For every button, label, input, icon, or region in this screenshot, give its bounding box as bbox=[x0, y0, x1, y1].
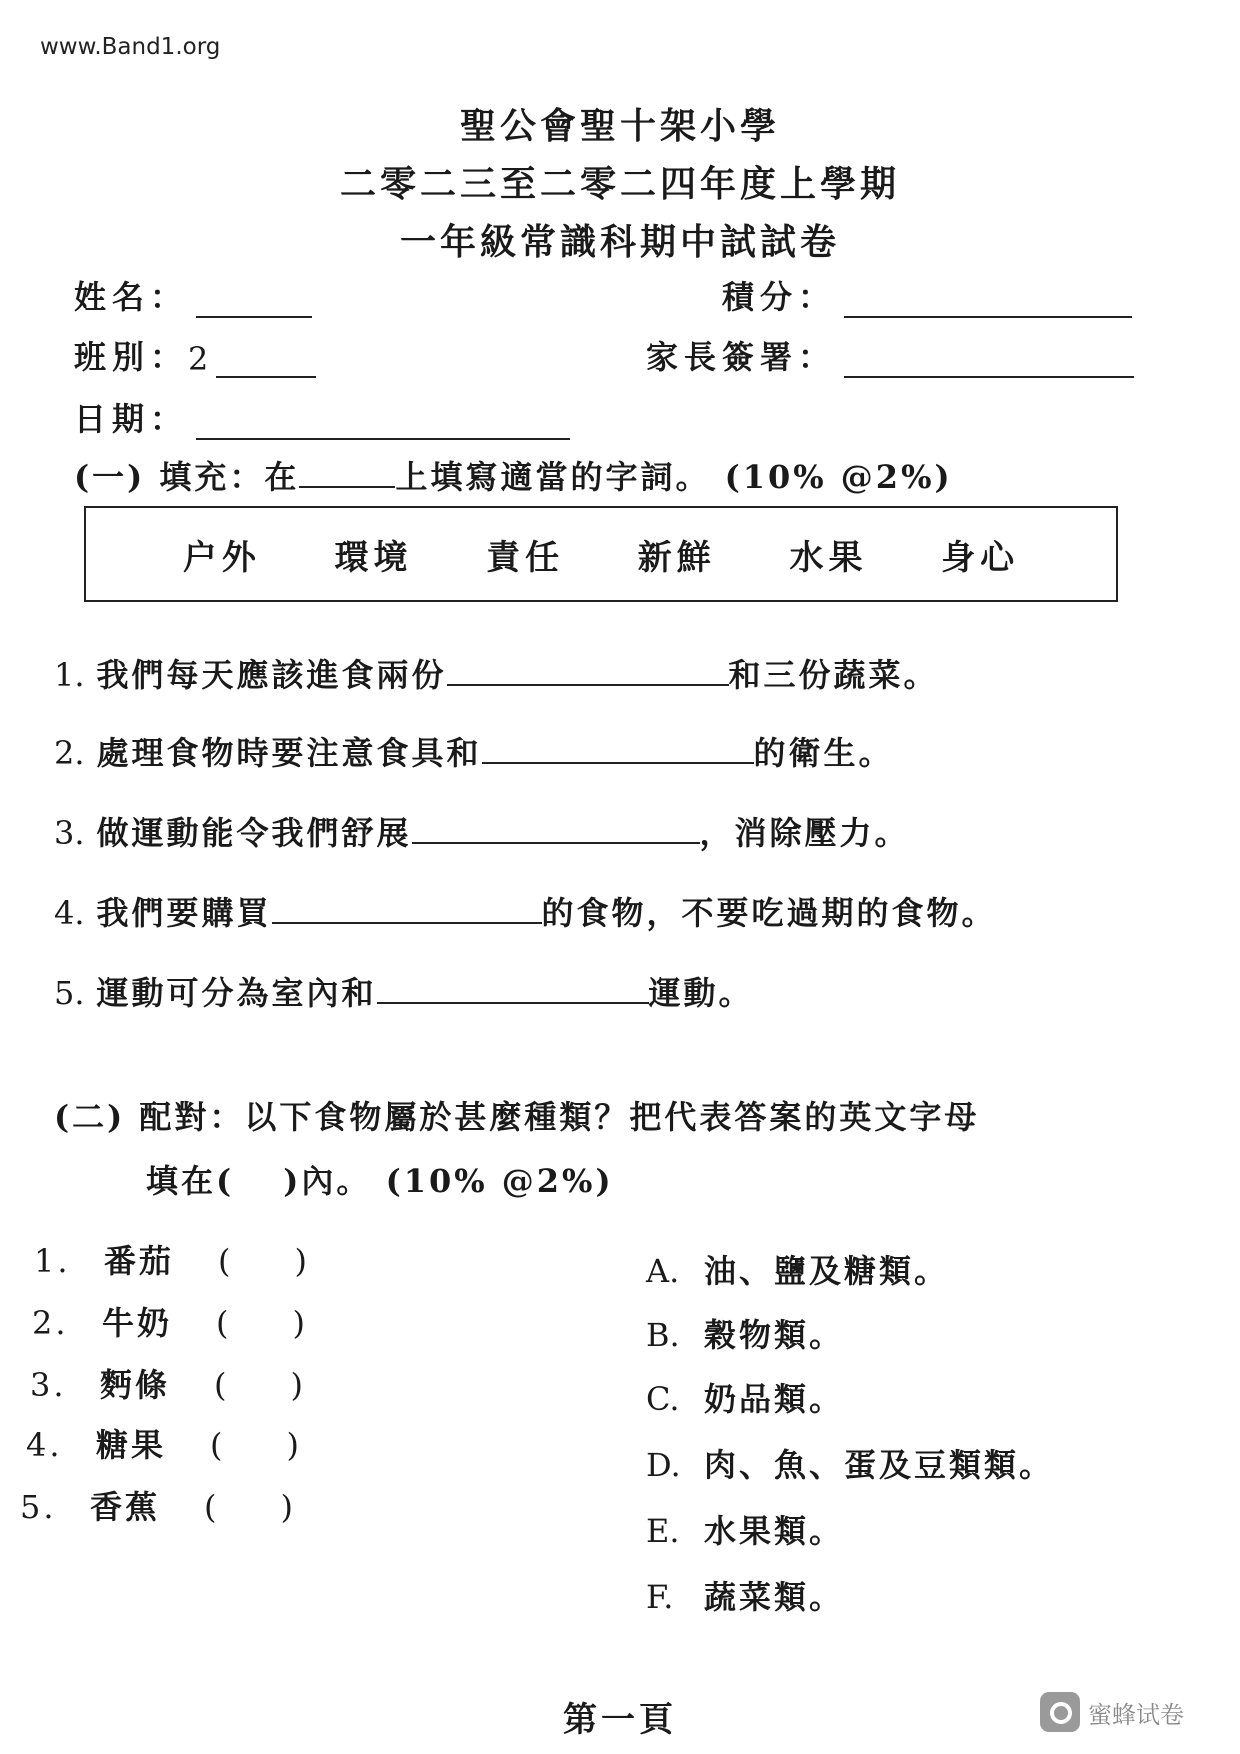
word-bank-item: 水果 bbox=[789, 537, 868, 578]
option-letter: A. bbox=[646, 1252, 680, 1290]
watermark bbox=[1040, 1692, 1184, 1732]
question-number: 2. bbox=[54, 734, 85, 772]
answer-blank[interactable] bbox=[412, 812, 700, 844]
match-food-3 bbox=[30, 1360, 303, 1406]
school-name: 聖公會聖十架小學 bbox=[459, 105, 780, 147]
source-url: www.Band1.org bbox=[40, 34, 221, 60]
word-bank bbox=[84, 506, 1118, 602]
fill-question-1 bbox=[54, 650, 939, 696]
watermark-text: 蜜蜂试卷 bbox=[1088, 1700, 1184, 1729]
match-option-e bbox=[646, 1506, 844, 1552]
match-food-5 bbox=[20, 1482, 293, 1528]
answer-parentheses[interactable]: ( ) bbox=[210, 1426, 299, 1464]
word-bank-item: 身心 bbox=[941, 537, 1020, 578]
match-food-1 bbox=[34, 1236, 307, 1282]
word-bank-item: 責任 bbox=[486, 537, 565, 578]
section1-title-blank bbox=[299, 456, 395, 488]
match-option-f bbox=[646, 1572, 844, 1618]
class-value: 2 bbox=[188, 340, 209, 378]
score-label: 積分： bbox=[722, 278, 837, 316]
option-letter: C. bbox=[646, 1380, 680, 1418]
option-text: 奶品類。 bbox=[704, 1380, 845, 1418]
fill-question-2 bbox=[54, 728, 894, 774]
section1-title-suffix: 上填寫適當的字詞。 (10% @2%) bbox=[395, 458, 953, 496]
match-option-d bbox=[646, 1440, 1054, 1486]
class-line[interactable] bbox=[216, 342, 316, 378]
fill-question-3 bbox=[54, 808, 910, 854]
option-letter: D. bbox=[646, 1446, 681, 1484]
question-number: 3. bbox=[54, 814, 85, 852]
answer-parentheses[interactable]: ( ) bbox=[214, 1366, 303, 1404]
name-field bbox=[74, 272, 312, 318]
question-text-after: 和三份蔬菜。 bbox=[728, 656, 939, 694]
class-field bbox=[74, 332, 316, 378]
exam-title: 一年級常識科期中試試卷 bbox=[399, 221, 840, 263]
food-name: 香蕉 bbox=[90, 1488, 161, 1526]
option-letter: E. bbox=[646, 1512, 680, 1550]
section1-title-prefix: (一) 填充：在 bbox=[74, 458, 300, 496]
answer-blank[interactable] bbox=[272, 892, 542, 924]
answer-parentheses[interactable]: ( ) bbox=[204, 1488, 293, 1526]
signature-field bbox=[646, 332, 1134, 378]
answer-blank[interactable] bbox=[482, 732, 754, 764]
fill-question-4 bbox=[54, 888, 997, 934]
page-number: 第一頁 bbox=[563, 1700, 677, 1740]
question-text-before: 我們每天應該進食兩份 bbox=[96, 656, 447, 694]
option-letter: B. bbox=[646, 1316, 680, 1354]
food-name: 麪條 bbox=[100, 1366, 171, 1404]
section1-title bbox=[74, 452, 953, 498]
match-food-4 bbox=[26, 1420, 299, 1466]
question-text-after: ，消除壓力。 bbox=[699, 814, 910, 852]
score-field bbox=[722, 272, 1132, 318]
date-field bbox=[74, 394, 570, 440]
answer-blank[interactable] bbox=[377, 972, 649, 1004]
question-text-after: 的食物，不要吃過期的食物。 bbox=[541, 894, 997, 932]
question-number: 1. bbox=[54, 656, 85, 694]
option-text: 肉、魚、蛋及豆類類。 bbox=[704, 1446, 1055, 1484]
answer-blank[interactable] bbox=[447, 654, 729, 686]
food-name: 糖果 bbox=[96, 1426, 167, 1464]
food-number: 2. bbox=[32, 1304, 69, 1342]
food-number: 4. bbox=[26, 1426, 63, 1464]
question-text-before: 運動可分為室內和 bbox=[96, 974, 377, 1012]
option-text: 穀物類。 bbox=[704, 1316, 845, 1354]
word-bank-item: 環境 bbox=[334, 537, 413, 578]
signature-label: 家長簽署： bbox=[646, 338, 837, 376]
question-text-before: 做運動能令我們舒展 bbox=[96, 814, 412, 852]
watermark-logo-icon bbox=[1040, 1692, 1080, 1732]
food-number: 3. bbox=[30, 1366, 67, 1404]
name-label: 姓名： bbox=[74, 278, 189, 316]
question-text-after: 的衛生。 bbox=[753, 734, 894, 772]
name-line[interactable] bbox=[196, 282, 312, 318]
food-number: 5. bbox=[20, 1488, 57, 1526]
match-option-a bbox=[646, 1246, 949, 1292]
section2-title: (二) 配對：以下食物屬於甚麼種類？把代表答案的英文字母 bbox=[54, 1098, 980, 1136]
option-text: 蔬菜類。 bbox=[704, 1578, 845, 1616]
match-option-c bbox=[646, 1374, 844, 1420]
food-name: 番茄 bbox=[104, 1242, 175, 1280]
food-name: 牛奶 bbox=[102, 1304, 173, 1342]
signature-line[interactable] bbox=[844, 342, 1134, 378]
option-letter: F. bbox=[646, 1578, 674, 1616]
match-option-b bbox=[646, 1310, 844, 1356]
word-bank-item: 新鮮 bbox=[637, 537, 716, 578]
question-number: 4. bbox=[54, 894, 85, 932]
question-text-before: 我們要購買 bbox=[96, 894, 272, 932]
score-line[interactable] bbox=[844, 282, 1132, 318]
answer-parentheses[interactable]: ( ) bbox=[218, 1242, 307, 1280]
option-text: 水果類。 bbox=[704, 1512, 845, 1550]
food-number: 1. bbox=[34, 1242, 71, 1280]
question-text-after: 運動。 bbox=[648, 974, 754, 1012]
date-label: 日期： bbox=[74, 400, 189, 438]
section2-title-line2: 填在( )內。 (10% @2%) bbox=[146, 1162, 614, 1200]
question-number: 5. bbox=[54, 974, 85, 1012]
term-title: 二零二三至二零二四年度上學期 bbox=[339, 163, 900, 205]
match-food-2 bbox=[32, 1298, 305, 1344]
fill-question-5 bbox=[54, 968, 754, 1014]
date-line[interactable] bbox=[196, 404, 570, 440]
word-bank-item: 户外 bbox=[182, 537, 261, 578]
question-text-before: 處理食物時要注意食具和 bbox=[96, 734, 482, 772]
answer-parentheses[interactable]: ( ) bbox=[216, 1304, 305, 1342]
option-text: 油、鹽及糖類。 bbox=[704, 1252, 950, 1290]
class-label: 班別： bbox=[74, 338, 189, 376]
